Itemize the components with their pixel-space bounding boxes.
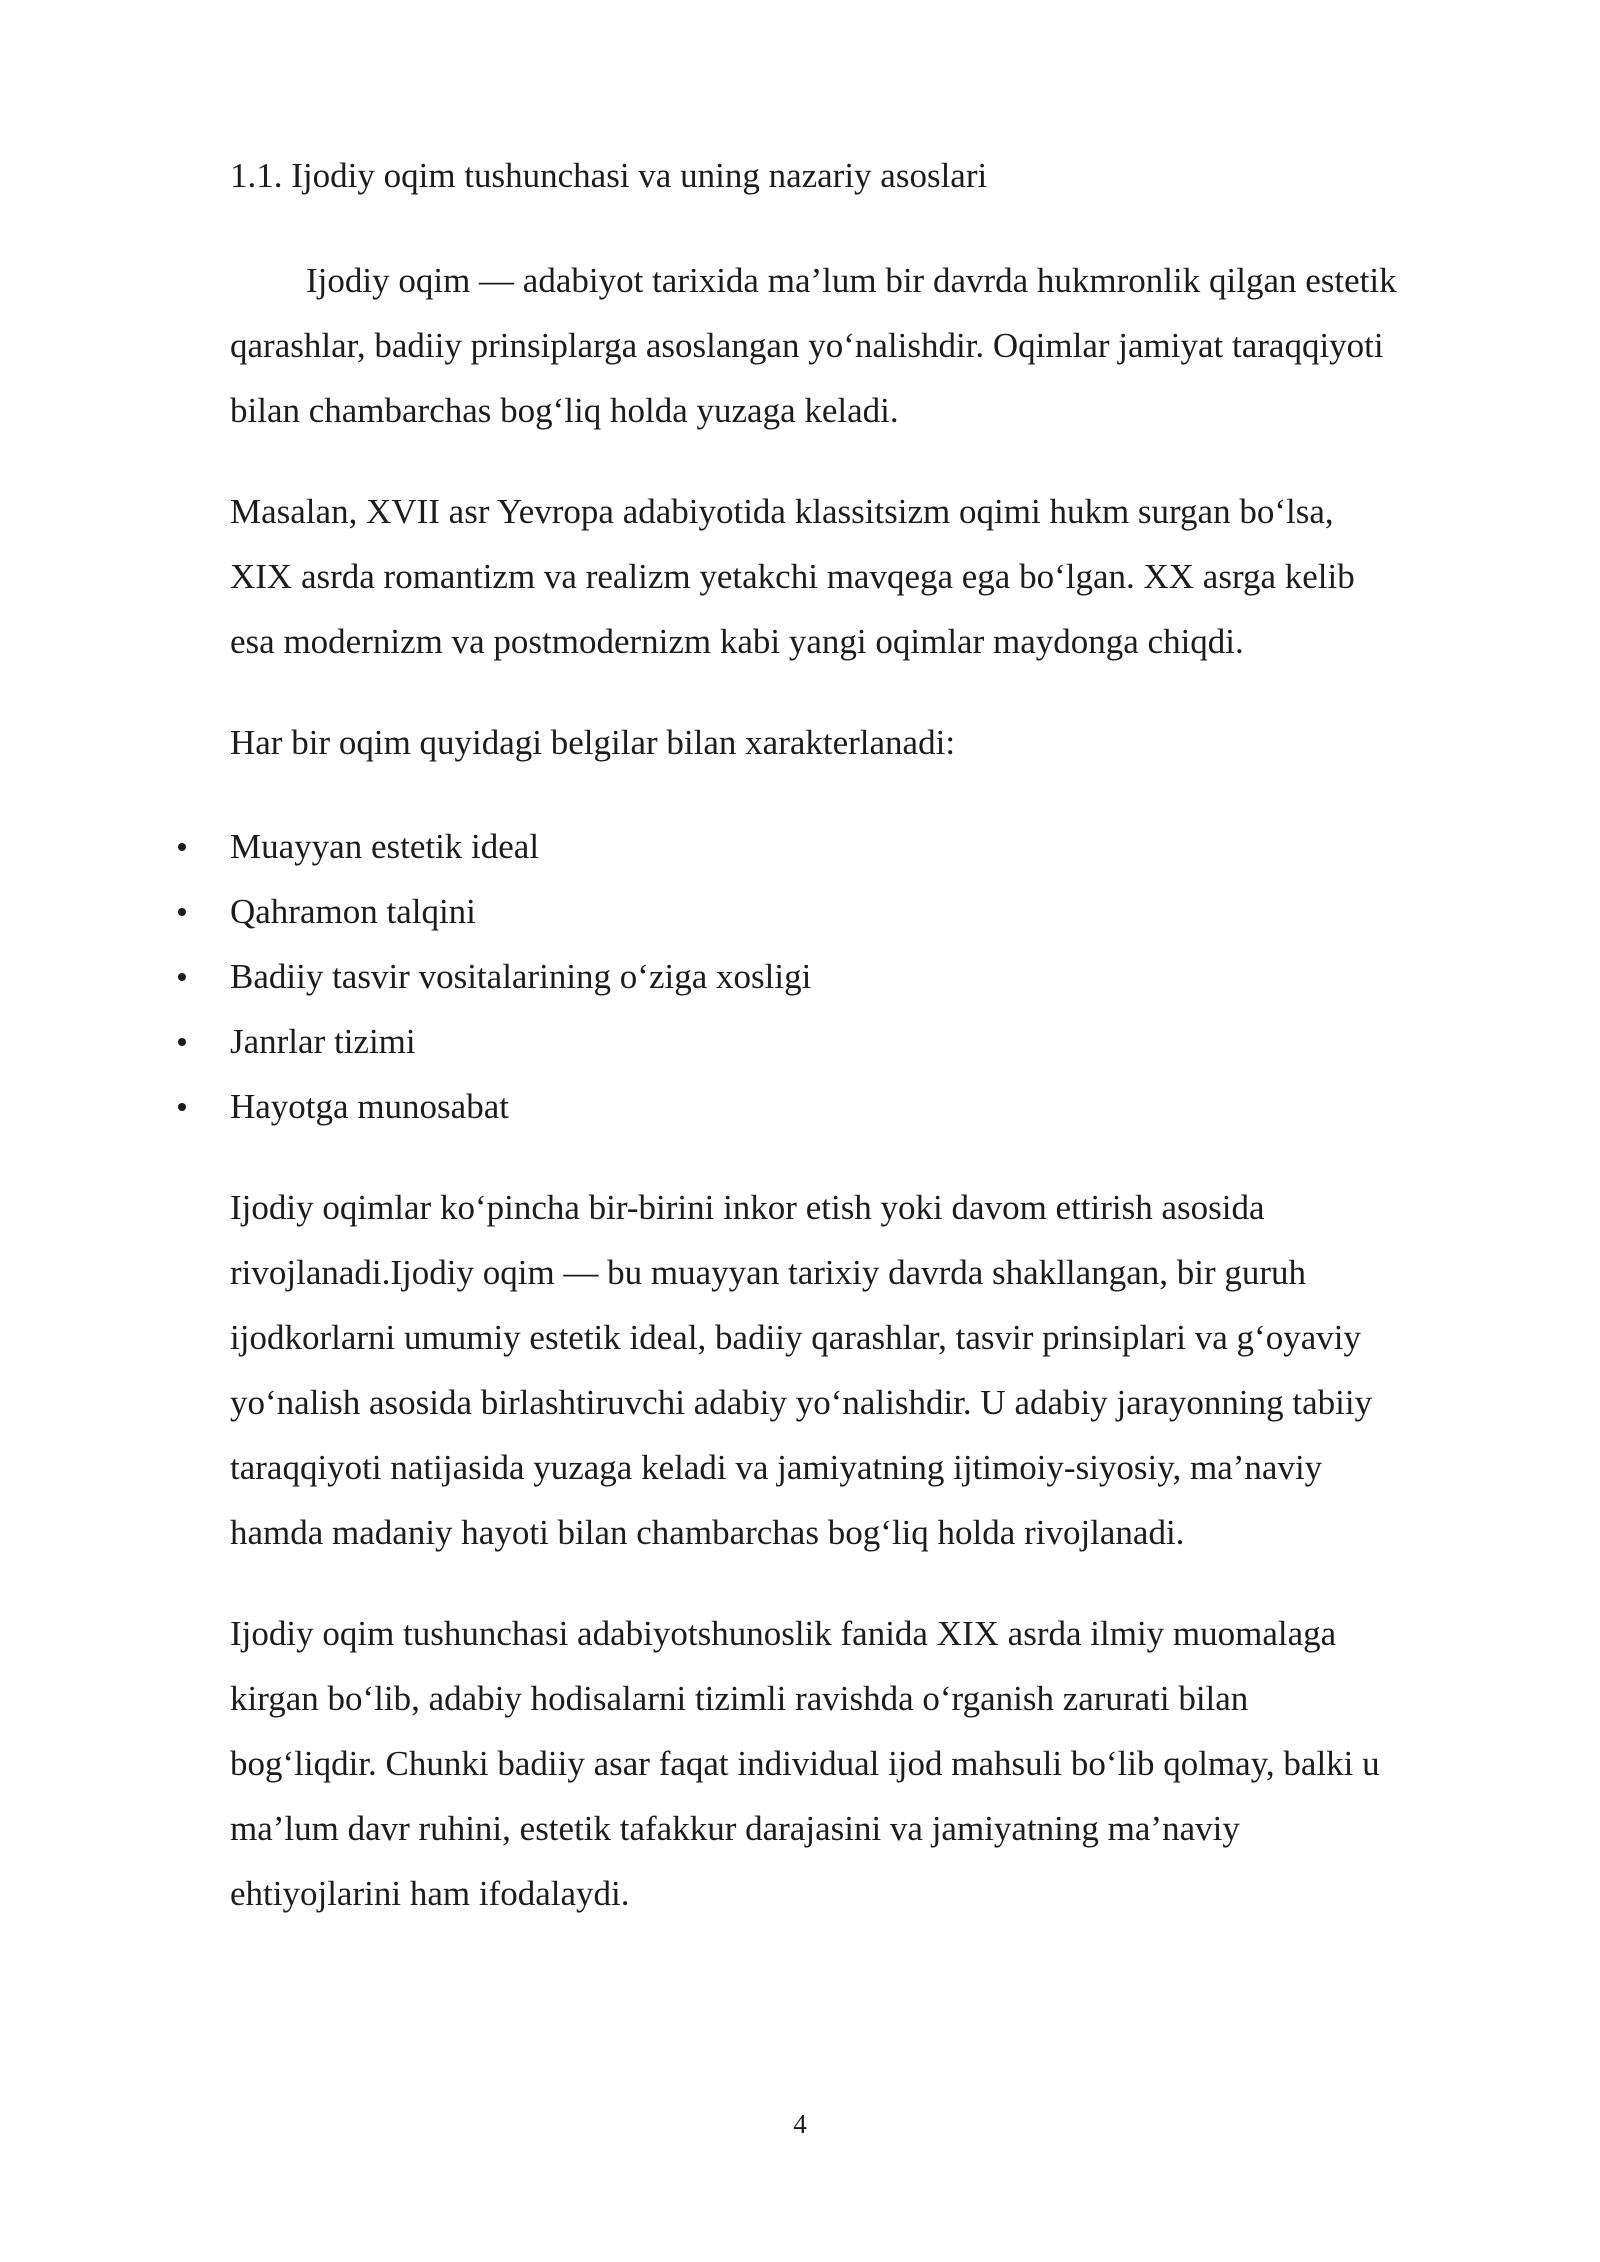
section-heading: 1.1. Ijodiy oqim tushunchasi va uning nazariy asoslari [230,156,988,195]
paragraph-line: ijodkorlarni umumiy estetik ideal, badiiy qarashlar, tasvir prinsiplari va g‘oyaviy [230,1318,1361,1357]
paragraph-line: rivojlanadi.Ijodiy oqim — bu muayyan tarixiy davrda shakllangan, bir guruh [230,1253,1307,1292]
paragraph-line: ma’lum davr ruhini, estetik tafakkur darajasini va jamiyatning ma’naviy [230,1809,1240,1848]
paragraph-line: esa modernizm va postmodernizm kabi yangi oqimlar maydonga chiqdi. [230,622,1244,661]
bullet-icon [178,843,186,851]
paragraph-line: hamda madaniy hayoti bilan chambarchas bog‘liq holda rivojlanadi. [230,1513,1185,1552]
paragraph-list-intro [230,710,1490,775]
paragraph-development [230,1175,1490,1565]
paragraph-line: XIX asrda romantizm va realizm yetakchi mavqega ega bo‘lgan. XX asrga kelib [230,557,1355,596]
bullet-icon [178,908,186,916]
paragraph-line: Ijodiy oqim — adabiyot tarixida ma’lum bir davrda hukmronlik qilgan estetik [306,261,1397,300]
list-item-text: Hayotga munosabat [230,1087,509,1126]
paragraph-line: bog‘liqdir. Chunki badiiy asar faqat individual ijod mahsuli bo‘lib qolmay, balki u [230,1744,1380,1783]
bullet-icon [178,1038,186,1046]
paragraph-line: qarashlar, badiiy prinsiplarga asoslangan yo‘nalishdir. Oqimlar jamiyat taraqqiyoti [230,326,1384,365]
paragraph-definition [230,248,1490,443]
paragraph-concept-history [230,1601,1490,1926]
bullet-icon [178,1103,186,1111]
paragraph-line: Ijodiy oqimlar ko‘pincha bir-birini inkor etish yoki davom ettirish asosida [230,1188,1265,1227]
paragraph-line: bilan chambarchas bog‘liq holda yuzaga keladi. [230,391,899,430]
paragraph-line: yo‘nalish asosida birlashtiruvchi adabiy yo‘nalishdir. U adabiy jarayonning tabiiy [230,1383,1373,1422]
page-number: 4 [793,2109,807,2139]
paragraph-line: Masalan, XVII asr Yevropa adabiyotida klassitsizm oqimi hukm surgan bo‘lsa, [230,492,1334,531]
paragraph-line: kirgan bo‘lib, adabiy hodisalarni tizimli ravishda o‘rganish zarurati bilan [230,1679,1249,1718]
paragraph-line: Har bir oqim quyidagi belgilar bilan xarakterlanadi: [230,723,956,762]
paragraph-line: ehtiyojlarini ham ifodalaydi. [230,1874,630,1913]
list-item-text: Qahramon talqini [230,892,476,931]
paragraph-line: taraqqiyoti natijasida yuzaga keladi va jamiyatning ijtimoiy-siyosiy, ma’naviy [230,1448,1323,1487]
paragraph-line: Ijodiy oqim tushunchasi adabiyotshunoslik fanida XIX asrda ilmiy muomalaga [230,1614,1337,1653]
list-item-text: Muayyan estetik ideal [230,827,540,866]
list-item-text: Badiiy tasvir vositalarining o‘ziga xosligi [230,957,812,996]
paragraph-examples [230,479,1490,674]
bullet-icon [178,973,186,981]
list-item-text: Janrlar tizimi [230,1022,416,1061]
